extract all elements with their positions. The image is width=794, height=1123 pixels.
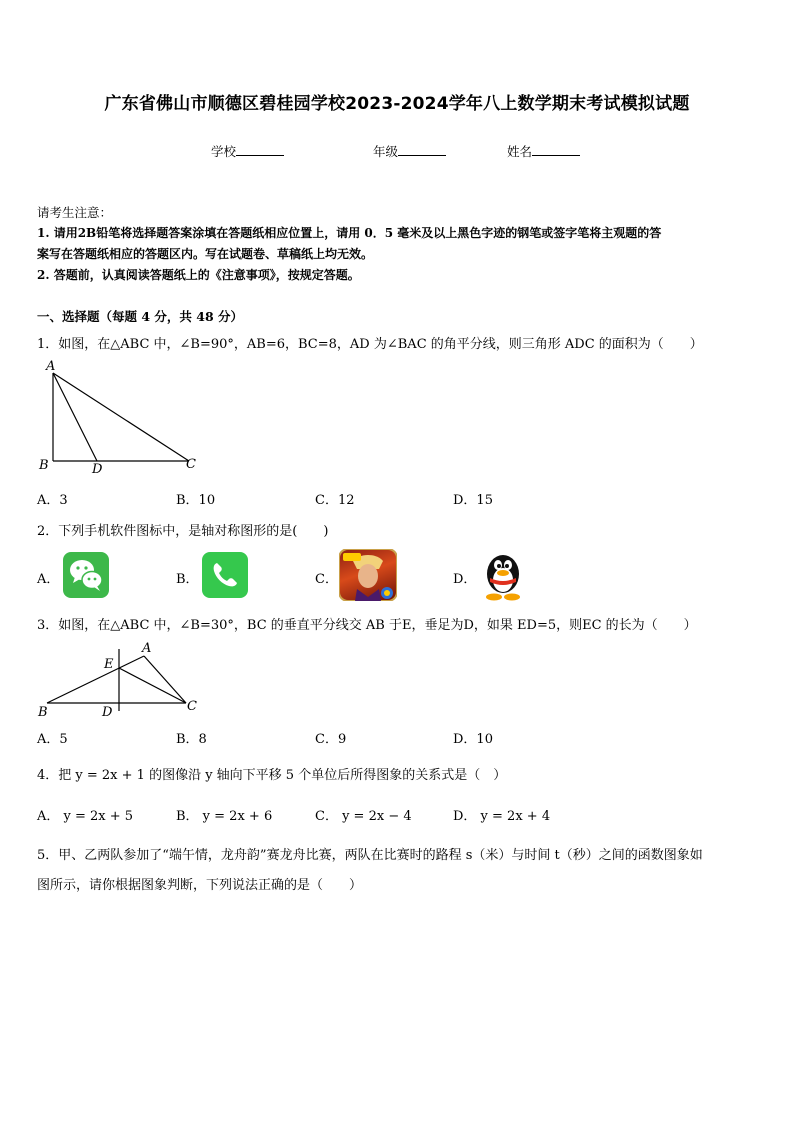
grade-blank[interactable]	[398, 143, 446, 156]
q2-stem: 2．下列手机软件图标中，是轴对称图形的是( )	[37, 524, 329, 539]
q5-stem-line-2: 图所示，请你根据图象判断，下列说法正确的是（ ）	[37, 878, 363, 893]
name-field[interactable]	[507, 142, 580, 160]
q3-triangle-figure	[34, 636, 209, 721]
notice-heading: 请考生注意：	[37, 205, 113, 220]
q3-label-b: B	[38, 705, 48, 720]
qq-penguin-icon	[478, 548, 528, 602]
section-heading: 一、选择题（每题 4 分，共 48 分）	[37, 309, 244, 324]
name-label: 姓名	[507, 144, 533, 159]
page-title: 广东省佛山市顺德区碧桂园学校2023-2024学年八上数学期末考试模拟试题	[104, 94, 690, 114]
q2-option-c[interactable]: C．	[315, 572, 338, 587]
school-field[interactable]	[211, 142, 284, 160]
game-hero-icon	[339, 549, 397, 601]
notice-item-1-line-1: 1. 请用2B铅笔将选择题答案涂填在答题纸相应位置上，请用 0．5 毫米及以上黑色字迹的钢笔或签字笔将主观题的答	[37, 226, 662, 240]
q4-stem: 4．把 y = 2x + 1 的图像沿 y 轴向下平移 5 个单位后所得图象的关系式是（ ）	[37, 768, 507, 783]
q4-option-c[interactable]: C． y = 2x − 4	[315, 809, 412, 824]
q3-stem: 3．如图，在△ABC 中，∠B=30°，BC 的垂直平分线交 AB 于E，垂足为D，如果 ED=5，则EC 的长为（ ）	[37, 618, 697, 633]
school-label: 学校	[211, 144, 237, 159]
q1-option-d[interactable]: D．15	[453, 493, 493, 508]
q1-label-c: C	[186, 457, 196, 472]
q5-stem-line-1: 5．甲、乙两队参加了“端午情，龙舟韵”赛龙舟比赛，两队在比赛时的路程 s（米）与时间 t（秒）之间的函数图象如	[37, 848, 703, 863]
q1-label-b: B	[39, 458, 49, 473]
q2-option-d[interactable]: D．	[453, 572, 477, 587]
q1-label-d: D	[92, 462, 103, 477]
q3-option-a[interactable]: A．5	[37, 732, 68, 747]
grade-label: 年级	[373, 144, 399, 159]
q3-option-c[interactable]: C．9	[315, 732, 347, 747]
q3-option-d[interactable]: D．10	[453, 732, 493, 747]
q2-option-a[interactable]: A．	[37, 572, 60, 587]
q3-label-e: E	[104, 657, 114, 672]
q4-option-b[interactable]: B． y = 2x + 6	[176, 809, 273, 824]
name-blank[interactable]	[532, 143, 580, 156]
q3-label-c: C	[187, 699, 197, 714]
phone-icon	[202, 552, 248, 598]
q1-stem: 1．如图，在△ABC 中，∠B=90°，AB=6，BC=8，AD 为∠BAC 的角平分线，则三角形 ADC 的面积为（ ）	[37, 337, 703, 352]
q1-option-c[interactable]: C．12	[315, 493, 355, 508]
q3-label-d: D	[102, 705, 113, 720]
notice-item-1-line-2: 案写在答题纸相应的答题区内。写在试题卷、草稿纸上均无效。	[37, 247, 374, 261]
q3-label-a: A	[142, 641, 152, 656]
q2-option-b[interactable]: B．	[176, 572, 199, 587]
school-blank[interactable]	[236, 143, 284, 156]
q1-option-b[interactable]: B．10	[176, 493, 216, 508]
notice-item-2: 2. 答题前，认真阅读答题纸上的《注意事项》，按规定答题。	[37, 268, 360, 282]
wechat-icon	[63, 552, 109, 598]
grade-field[interactable]	[373, 142, 446, 160]
q1-triangle-figure	[34, 358, 204, 478]
q3-option-b[interactable]: B．8	[176, 732, 207, 747]
q4-option-a[interactable]: A． y = 2x + 5	[37, 809, 134, 824]
q1-option-a[interactable]: A．3	[37, 493, 68, 508]
q4-option-d[interactable]: D． y = 2x + 4	[453, 809, 551, 824]
q1-label-a: A	[46, 359, 56, 374]
